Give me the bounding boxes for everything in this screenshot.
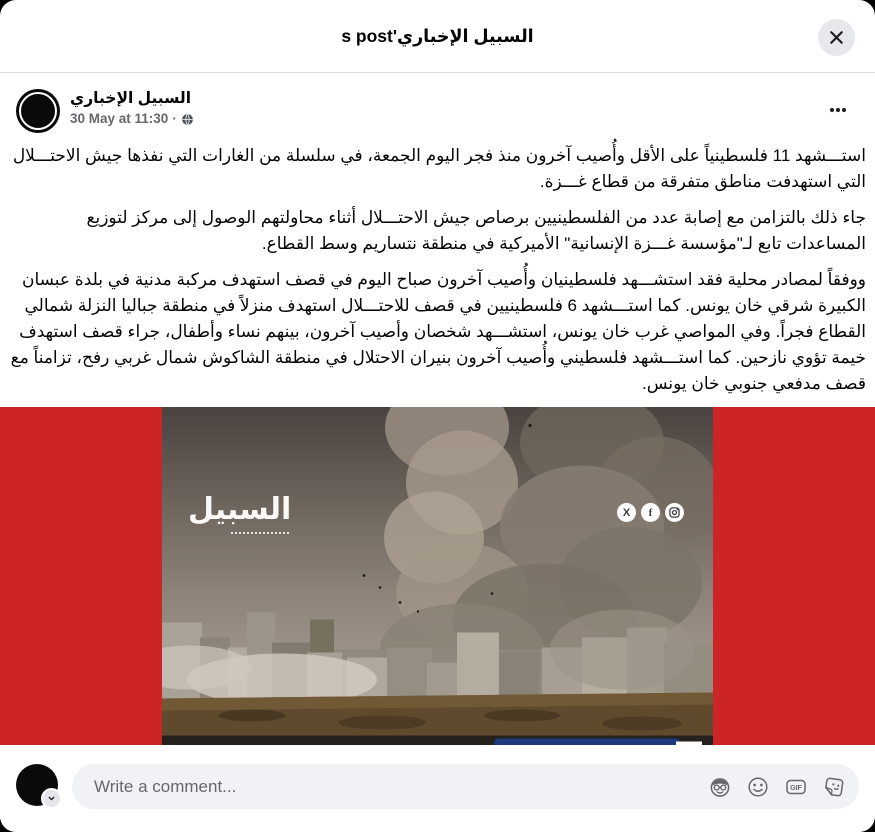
avatar-sticker-button[interactable] xyxy=(707,774,733,800)
page-avatar[interactable] xyxy=(16,89,60,133)
channel-watermark xyxy=(188,495,291,534)
post-header xyxy=(0,73,875,139)
sticker-button[interactable] xyxy=(821,774,847,800)
media-lower-third-banner xyxy=(494,739,702,746)
media-social-icons xyxy=(617,503,684,522)
sticker-icon xyxy=(822,775,846,799)
globe-privacy-icon xyxy=(181,113,194,126)
smoke-city-scene xyxy=(162,407,713,745)
avatar-sticker-icon xyxy=(708,775,732,799)
watermark-tagline xyxy=(231,529,289,534)
post-paragraph: استـــشهد 11 فلسطينياً على الأقل وأُصيب آخرون منذ فجر اليوم الجمعة، في سلسلة من الغارات التي نفذها جيش الاحتـــلال التي استهدفت مناطق متفرقة من قطاع غـــزة. xyxy=(12,146,866,191)
x-twitter-icon: X xyxy=(617,503,636,522)
separator: · xyxy=(172,111,177,126)
post-text xyxy=(0,139,875,407)
post-paragraph: ووفقاً لمصادر محلية فقد استشـــهد فلسطينيان وأُصيب آخرون صباح اليوم في قصف استهدف مركبة مدنية في بلدة عبسان الكبيرة شرقي خان يونس. كما استـــشهد 6 فلسطينيين في قصف للاحتـــلال استهدف منزلاً في منطقة جباليا النزلة شمالي القطاع فجراً. وفي المواصي غرب خان يونس، استشـــهد شخصان وأصيب آخرون، بينهم نساء وأطفال، جراء قصف استهدف خيمة تؤوي نازحين. كما استـــشهد فلسطيني وأُصيب آخرون بنيران الاحتلال في منطقة الشاكوش شمال غربي رفح، تزامناً مع قصف مدفعي جنوبي خان يونس. xyxy=(10,270,866,393)
close-icon xyxy=(827,28,846,47)
emoji-smiley-icon xyxy=(746,775,770,799)
instagram-icon xyxy=(665,503,684,522)
ellipsis-icon xyxy=(827,99,849,121)
post-media[interactable] xyxy=(0,407,875,745)
post-options-button[interactable] xyxy=(821,93,855,127)
profile-switch-chevron-icon xyxy=(41,788,62,809)
modal-header xyxy=(0,0,875,73)
post-content xyxy=(0,73,875,745)
facebook-icon: f xyxy=(641,503,660,522)
gif-button[interactable] xyxy=(783,774,809,800)
comment-bar xyxy=(0,745,875,832)
watermark-text: السبيل xyxy=(188,493,292,526)
post-paragraph: جاء ذلك بالتزامن مع إصابة عدد من الفلسطينيين برصاص جيش الاحتـــلال أثناء محاولتهم الوصول إلى مركز لتوزيع المساعدات تابع لـ"مؤسسة غـــزة الإنسانية" الأميركية في منطقة نتساريم وسط القطاع. xyxy=(86,208,866,253)
emoji-button[interactable] xyxy=(745,774,771,800)
media-photo xyxy=(162,407,713,745)
gif-icon xyxy=(784,775,808,799)
post-timestamp[interactable]: 30 May at 11:30 xyxy=(70,111,169,126)
commenter-avatar[interactable] xyxy=(16,764,58,806)
comment-input[interactable] xyxy=(80,777,707,797)
page-name[interactable]: السبيل الإخباري xyxy=(70,90,192,107)
comment-input-pill xyxy=(72,764,859,809)
svg-text:GIF: GIF xyxy=(790,784,802,792)
modal-title: السبيل الإخباري's post xyxy=(341,25,534,46)
close-button[interactable] xyxy=(818,19,855,56)
